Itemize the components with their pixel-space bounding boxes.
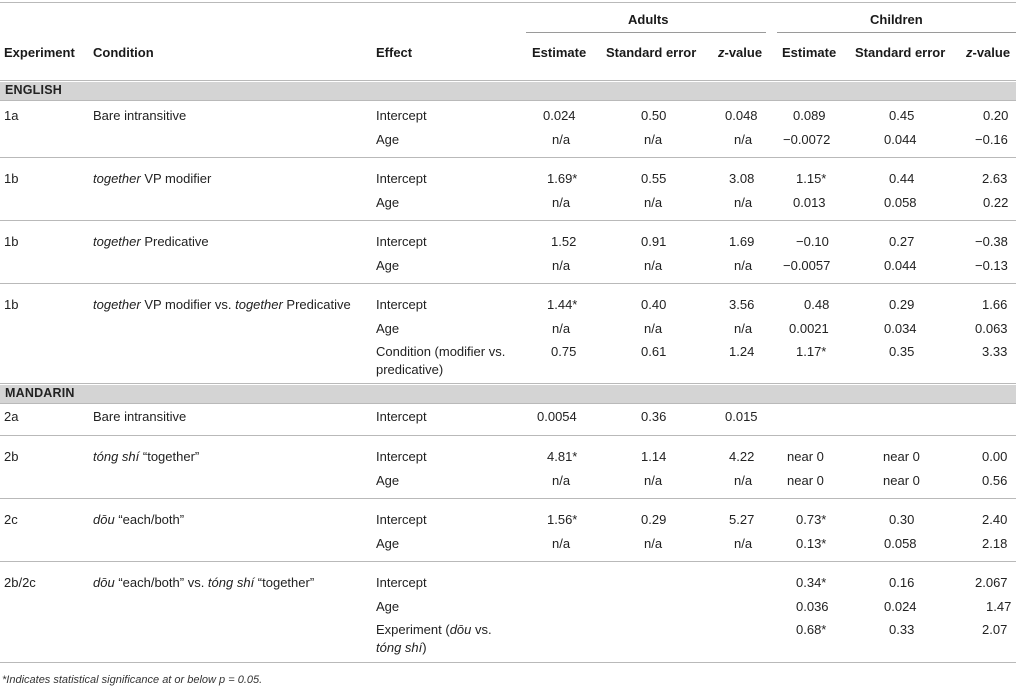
row-divider xyxy=(0,283,1016,284)
row-divider xyxy=(0,561,1016,562)
header-children: Children xyxy=(870,12,923,27)
col-header-adults-se: Standard error xyxy=(606,45,697,60)
header-adults: Adults xyxy=(628,12,669,27)
col-header-effect: Effect xyxy=(376,45,413,60)
col-header-condition: Condition xyxy=(93,45,154,60)
col-header-adults-estimate: Estimate xyxy=(532,45,587,60)
col-header-children-se: Standard error xyxy=(855,45,946,60)
section-english: ENGLISH xyxy=(0,82,1016,100)
section-rule xyxy=(0,100,1016,101)
header-bottom-rule xyxy=(0,80,1016,81)
adults-group-rule xyxy=(526,32,766,33)
row-divider xyxy=(0,435,1016,436)
row-divider xyxy=(0,383,1016,384)
children-group-rule xyxy=(777,32,1016,33)
col-header-adults-z: z-value xyxy=(718,45,763,60)
col-header-experiment: Experiment xyxy=(4,45,75,60)
col-header-children-estimate: Estimate xyxy=(782,45,837,60)
table-bottom-rule xyxy=(0,662,1016,663)
footnote: *Indicates statistical significance at or below p = 0.05. xyxy=(2,674,263,686)
row-divider xyxy=(0,498,1016,499)
col-header-children-z: z-value xyxy=(966,45,1011,60)
table-top-rule xyxy=(0,2,1016,3)
section-mandarin: MANDARIN xyxy=(0,385,1016,403)
row-divider xyxy=(0,157,1016,158)
row-divider xyxy=(0,220,1016,221)
section-rule xyxy=(0,403,1016,404)
